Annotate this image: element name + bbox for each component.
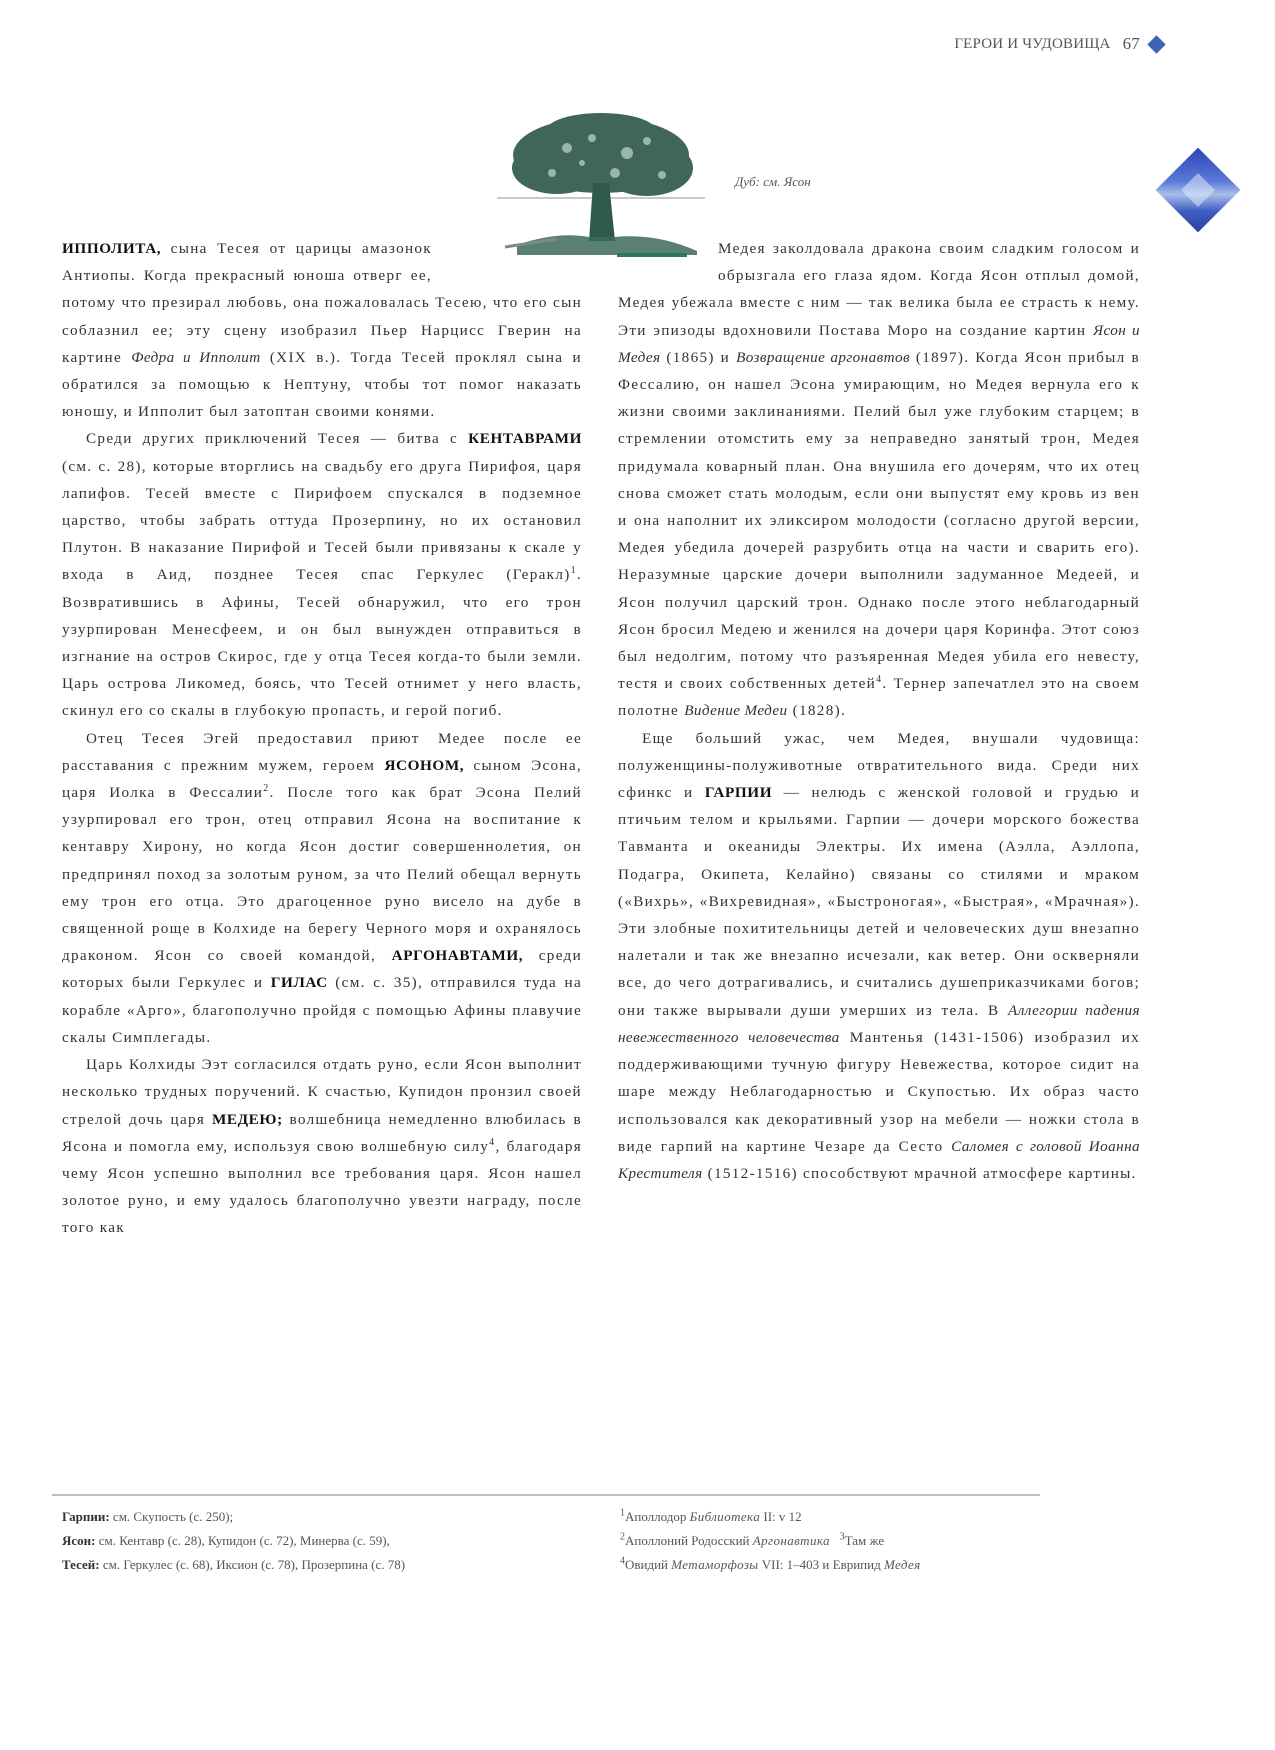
diamond-bullet-icon	[1147, 35, 1165, 53]
cross-ref-term: ГИЛАС	[270, 974, 328, 992]
figure-caption: Дуб: см. Ясон	[735, 174, 811, 189]
body-text: (1512-1516) способствуют мрачной атмосфере картины.	[702, 1164, 1137, 1182]
footnotes	[620, 1505, 921, 1577]
cross-ref-term: АРГОНАВТАМИ,	[391, 947, 524, 965]
body-text: (см. с. 28), которые вторглись на свадьбу его друга Пирифоя, царя лапифов. Тесей вместе с Пирифоем спускался в подземное царство, чтобы забрать оттуда Прозерпину, но их остановил Плутон. В наказание Пирифой и Тесей были привязаны к скале у входа в Аид, позднее Тесея спас Геркулес (Геракл)	[62, 457, 582, 584]
paragraph-medea	[62, 1051, 582, 1241]
footnote-number: 2	[620, 1531, 625, 1543]
body-text: . Возвратившись в Афины, Тесей обнаружил, что его трон узурпирован Менесфеем, и он был вынужден отправиться в изгнание на остров Скирос, где у отца Тесея когда-то были земли. Царь острова Ликомед, боясь, что Тесей отнимет у него власть, скинул его со скалы в глубокую пропасть, и герой погиб.	[62, 566, 582, 720]
footnote-item	[620, 1529, 921, 1553]
footnote-work: Метаморфозы	[671, 1557, 759, 1572]
body-text: . После того как брат Эсона Пелий узурпировал его трон, отец отправил Ясона на воспитание к кентавру Хирону, но когда Ясон достиг совершеннолетия, он предпринял поход за золотым руном, за что Пелий обещал вернуть ему трон его отца. Это драгоценное руно висело на дубе в священной роще в Колхиде на берегу Черного моря и охранялось драконом. Ясон со своей командой,	[62, 784, 582, 965]
cross-ref-text: см. Скупость (с. 250);	[109, 1509, 234, 1524]
entry-term: ИППОЛИТА,	[62, 240, 162, 257]
artwork-title: Федра и Ипполит	[131, 348, 261, 366]
paragraph-medea-continued	[618, 235, 1140, 725]
paragraph-jason	[62, 725, 582, 1051]
section-title: ГЕРОИ И ЧУДОВИЩА	[954, 35, 1111, 52]
cross-ref-term: КЕНТАВРАМИ	[468, 430, 582, 448]
paragraph-hippolytus	[62, 235, 582, 425]
footnote-ref: II: v 12	[760, 1509, 802, 1524]
body-text: — нелюдь с женской головой и грудью и птичьим телом и крыльями. Гарпии — дочери морского божества Тавманта и океаниды Электры. Их имена (Аэлла, Аэллопа, Подагра, Окипета, Келайно) связаны со стилями и мраком («Вихрь», «Вихревидная», «Быстроногая», «Быстрая», «Мрачная»). Эти злобные похитительницы детей и человеческих душ внезапно налетали и так же внезапно исчезали, как ветер. Они оскверняли все, до чего дотрагивались, и считались душеприказчиками богов; они также вырывали души умерших из тела. В	[618, 784, 1140, 1019]
artwork-title: Видение Медеи	[684, 702, 788, 720]
running-header	[954, 34, 1163, 54]
body-text: Отец Тесея Эгей предоставил приют Медее после ее расставания с прежним мужем, героем	[62, 729, 582, 774]
body-text: . Тернер запечатлел это на своем полотне	[618, 675, 1141, 720]
body-text: , благодаря чему Ясон успешно выполнил все требования царя. Ясон нашел золотое руно, и ему удалось благополучно увезти награду, после того как	[62, 1137, 582, 1237]
footnote-item	[620, 1505, 921, 1529]
footnote-marker: 4	[876, 674, 883, 686]
footnote-author: Овидий	[625, 1557, 672, 1572]
body-text: волшебница немедленно влюбилась в Ясона и помогла ему, используя свою волшебную силу	[62, 1110, 582, 1155]
footnote-work: Библиотека	[689, 1509, 761, 1524]
body-text: Мантенья (1431-1506) изобразил их поддерживающими тучную фигуру Невежества, которое сидит на шаре между Неблагодарностью и Скупостью. Их образ часто использовался как декоративный узор на мебели — ножки стола в виде гарпий на картине Чезаре да Сесто	[618, 1028, 1140, 1155]
footnote-number: 1	[620, 1507, 625, 1519]
body-text: (1828).	[787, 702, 847, 720]
footnote-marker: 1	[570, 565, 577, 577]
cross-ref-label: Тесей:	[62, 1557, 100, 1572]
cross-references	[62, 1505, 405, 1577]
cross-ref-text: см. Геркулес (с. 68), Иксион (с. 78), Прозерпина (с. 78)	[99, 1557, 406, 1572]
footnote-marker: 2	[263, 783, 270, 794]
page-number: 67	[1122, 34, 1140, 53]
body-text: среди которых были Геркулес и	[62, 947, 583, 992]
artwork-title: Аллегории падения невежественного человечества	[618, 1001, 1140, 1046]
cross-ref-item	[62, 1529, 405, 1553]
footnote-number: 4	[620, 1555, 625, 1567]
cross-ref-item	[62, 1553, 405, 1577]
footer-divider	[52, 1494, 1040, 1496]
body-text: (см. с. 35), отправился туда на корабле «Арго», благополучно пройдя с помощью Афины плавучие скалы Симплегады.	[62, 974, 582, 1046]
body-text: (1897). Когда Ясон прибыл в Фессалию, он нашел Эсона умирающим, но Медея вернула его к жизни своими заклинаниями. Пелий был уже глубоким старцем; в стремлении отомстить ему за неправедно занятый трон, Медея придумала коварный план. Она внушила его дочерям, что их отец снова сможет стать молодым, если они выпустят ему кровь из вен и она наполнит их эликсиром молодости (согласно другой версии, Медея убедила дочерей разрубить отца на части и сварить его). Неразумные царские дочери выполнили задуманное Медеей, и Ясон получил царский трон. Однако после этого неблагодарный Ясон бросил Медею и женился на дочери царя Коринфа. Этот союз был недолгим, потому что разъяренная Медея убила его невесту, тестя и своих собственных детей	[618, 348, 1140, 693]
body-text: Еще больший ужас, чем Медея, внушали чудовища: полуженщины-полуживотные отвратительного вида. Среди них сфинкс и	[618, 729, 1140, 802]
body-text: (XIX в.). Тогда Тесей проклял сына и обратился за помощью к Нептуну, чтобы тот помог наказать юношу, и Ипполит был затоптан своими конями.	[62, 348, 582, 421]
cross-ref-term: ГАРПИИ	[704, 784, 773, 802]
cross-ref-label: Ясон:	[62, 1533, 96, 1548]
cross-ref-text: см. Кентавр (с. 28), Купидон (с. 72), Минерва (с. 59),	[95, 1533, 390, 1548]
left-column	[62, 235, 582, 1242]
footnote-work: Аргонавтика	[752, 1533, 830, 1548]
cross-ref-term: МЕДЕЮ;	[211, 1110, 283, 1128]
footnote-ref: VII: 1–403 и Еврипид	[758, 1557, 884, 1572]
body-text: сына Тесея от царицы амазонок Антиопы. Когда прекрасный юноша отверг ее, потому что презирал любовь, она пожаловалась Тесею, что его сын соблазнил ее; эту сцену изобразил Пьер Нарцисс Гверин на картине	[62, 240, 582, 366]
footnote-author: Аполлодор	[625, 1509, 690, 1524]
body-text: сыном Эсона, царя Иолка в Фессалии	[62, 756, 582, 802]
footnote-item	[620, 1553, 921, 1577]
diamond-emblem-icon	[1156, 148, 1241, 233]
artwork-title: Саломея с головой Иоанна Крестителя	[618, 1137, 1140, 1182]
footnote-author: Аполлоний Родосский	[625, 1533, 753, 1548]
figure-wrap-spacer	[432, 235, 582, 287]
figure-wrap-spacer	[618, 235, 718, 287]
cross-ref-label: Гарпии:	[62, 1509, 110, 1524]
right-column	[618, 235, 1140, 1187]
artwork-title: Ясон и Медея	[618, 321, 1140, 366]
cross-ref-term: ЯСОНОМ,	[384, 756, 465, 774]
footnote-work: Медея	[883, 1557, 921, 1572]
footnote-number: 3	[839, 1531, 845, 1543]
body-text: Царь Колхиды Ээт согласился отдать руно, если Ясон выполнит несколько трудных поручений. К счастью, Купидон пронзил своей стрелой дочь царя	[62, 1056, 582, 1128]
body-text: (1865) и	[660, 348, 737, 366]
footnote-marker: 4	[489, 1136, 496, 1148]
paragraph-harpies	[618, 725, 1140, 1187]
body-text: Медея заколдовала дракона своим сладким голосом и обрызгала его глаза ядом. Когда Ясон отплыл домой, Медея убежала вместе с ним — так велика была ее страсть к нему. Эти эпизоды вдохновили Постава Моро на создание картин	[618, 240, 1140, 339]
cross-ref-item	[62, 1505, 405, 1529]
artwork-title: Возвращение аргонавтов	[736, 348, 910, 366]
footnote-ref: Там же	[844, 1533, 885, 1548]
paragraph-theseus	[62, 425, 582, 724]
body-text: Среди других приключений Тесея — битва с	[86, 430, 469, 448]
